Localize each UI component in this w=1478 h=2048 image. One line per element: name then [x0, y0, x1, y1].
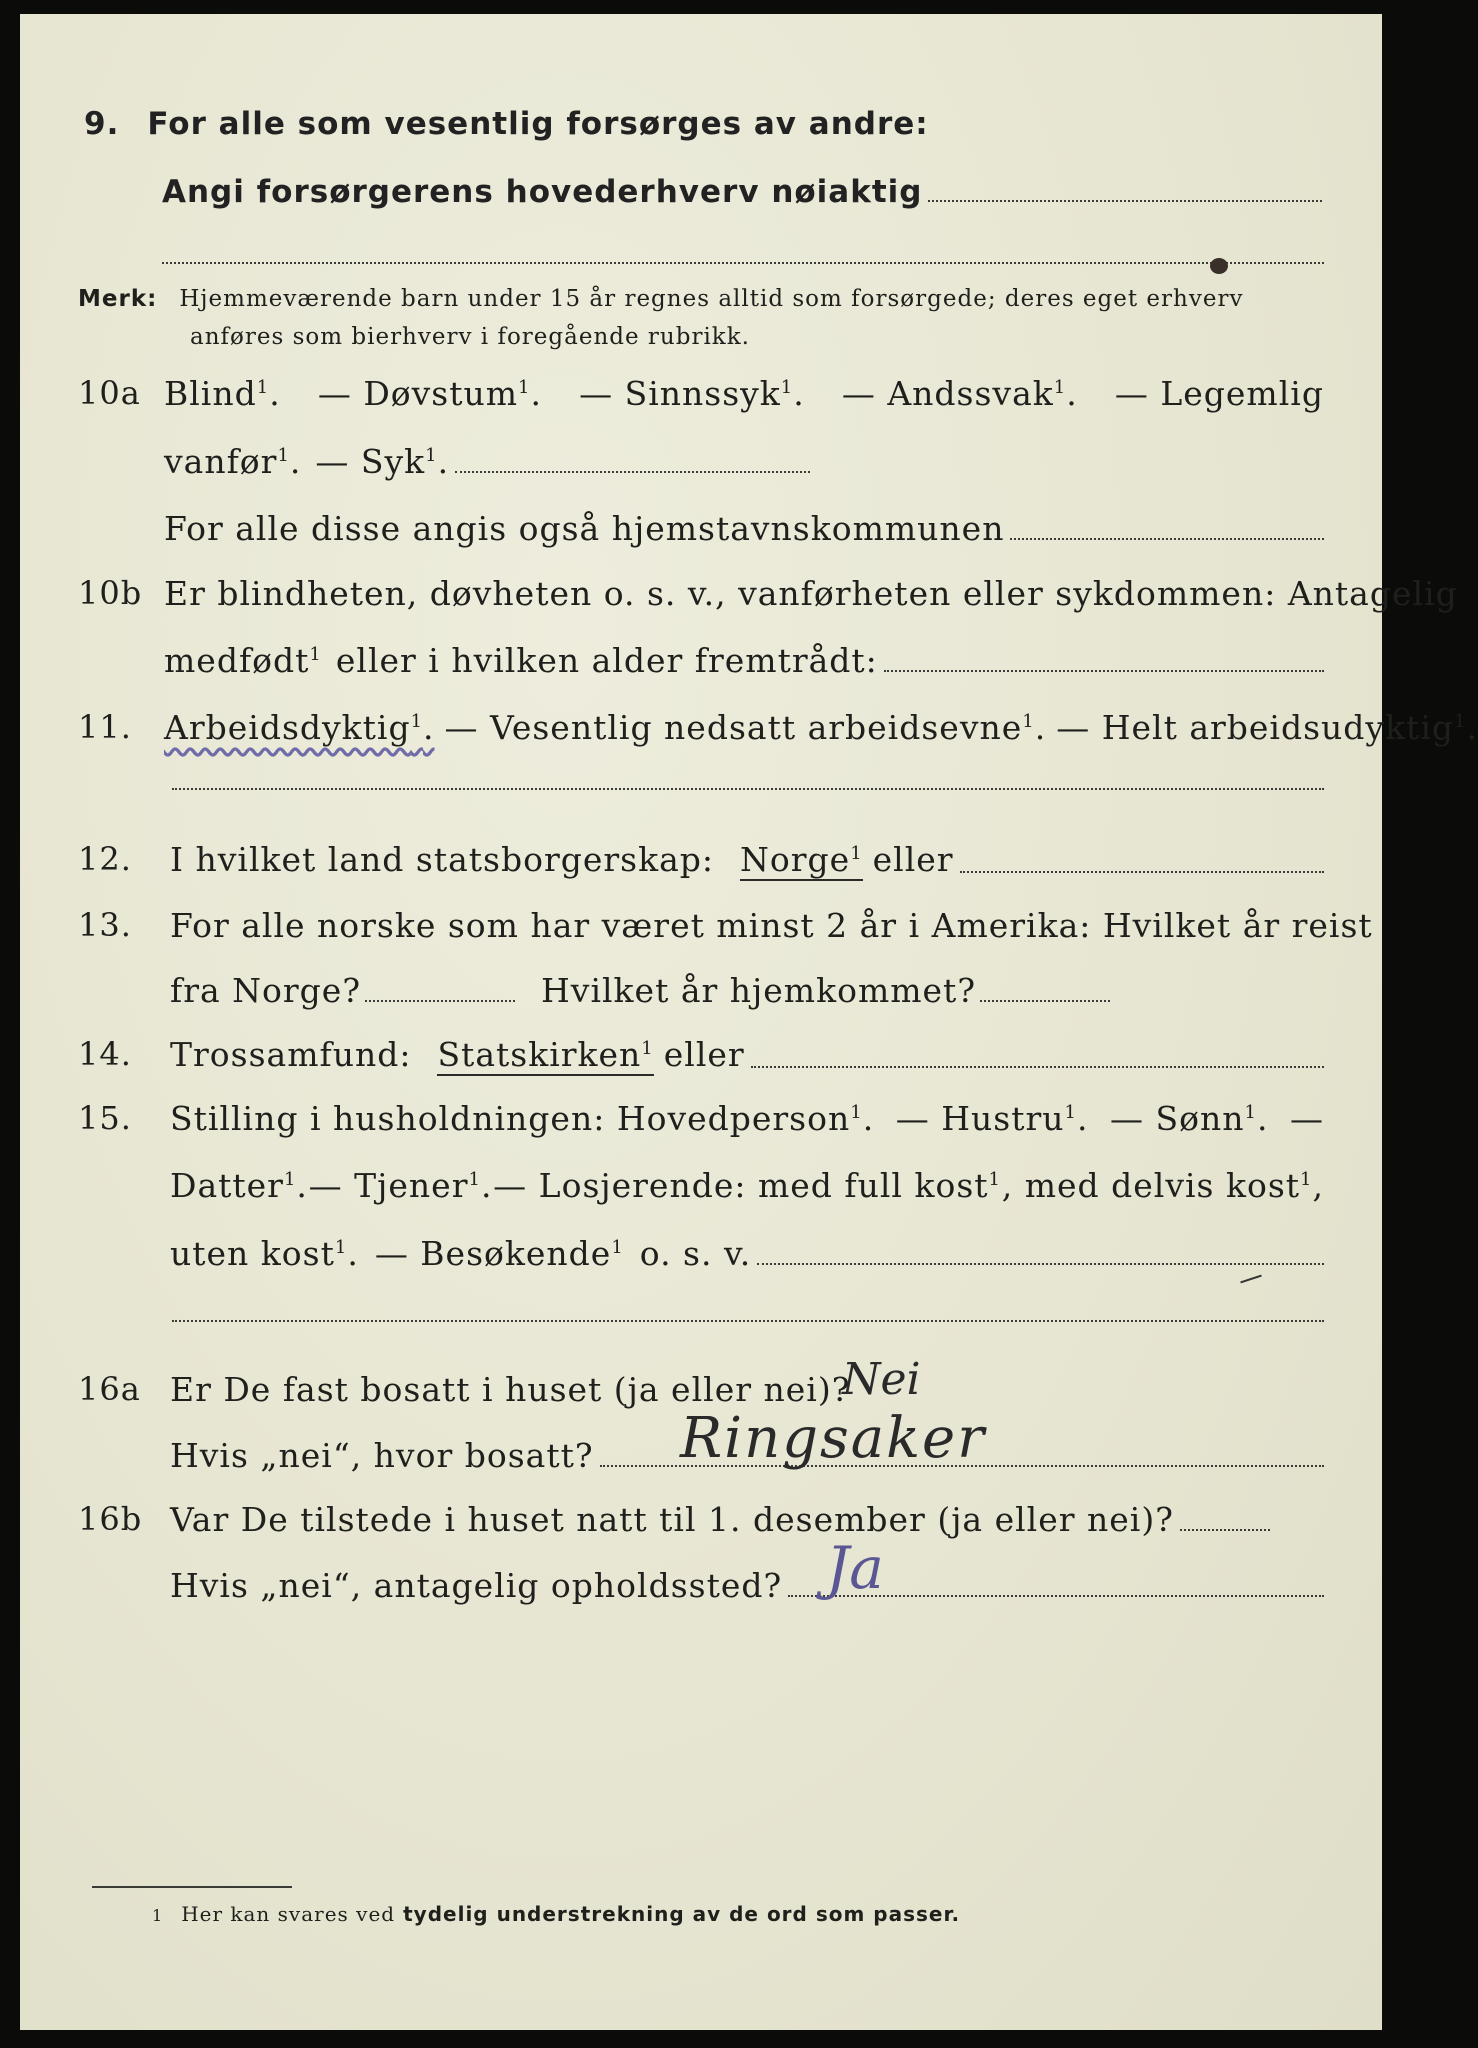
statsborgerskap-field[interactable]	[960, 871, 1324, 873]
opholdssted-answer[interactable]: Ja	[826, 1534, 884, 1602]
opt-sonn[interactable]: — Sønn$^1$.	[1110, 1099, 1269, 1138]
opt-medfodt[interactable]: medfødt$^1$	[164, 641, 322, 680]
q10b-question: Er blindheten, døvheten o. s. v., vanførheten eller sykdommen: Antagelig	[164, 574, 1458, 613]
opt-tjener[interactable]: — Tjener$^1$.	[308, 1166, 493, 1205]
reist-field[interactable]	[365, 1000, 515, 1002]
opt-udyktig[interactable]: — Helt arbeidsudyktig$^1$.	[1056, 708, 1478, 747]
tilstede-field[interactable]	[1180, 1529, 1270, 1531]
q14-number: 14.	[78, 1035, 132, 1073]
q13-number: 13.	[78, 906, 132, 944]
opt-besokende[interactable]: — Besøkende$^1$	[374, 1234, 624, 1273]
q10b-number: 10b	[78, 574, 143, 612]
opt-uten-kost[interactable]: uten kost$^1$.	[170, 1234, 359, 1273]
q15-line2	[170, 1166, 1324, 1205]
q10a-line1	[164, 374, 1324, 413]
q10a-number: 10a	[78, 374, 141, 412]
reist-label: fra Norge?	[170, 971, 362, 1010]
q15-number: 15.	[78, 1099, 132, 1137]
hjemstavn-label: For alle disse angis også hjemstavnskommunen	[164, 509, 1005, 548]
q14-eller: eller	[663, 1035, 745, 1074]
q15-line3	[170, 1234, 1324, 1273]
q12-line1	[170, 840, 1324, 881]
opt-andssvak[interactable]: — Andssvak$^1$.	[841, 374, 1078, 413]
opholdssted-label: Hvis „nei“, antagelig opholdssted?	[170, 1566, 783, 1605]
q13-question: For alle norske som har været minst 2 år i Amerika: Hvilket år reist	[170, 906, 1373, 945]
hjemstavn-field[interactable]	[1010, 538, 1324, 540]
q16b-line2	[170, 1566, 1324, 1605]
note-text-1: Hjemmeværende barn under 15 år regnes alltid som forsørgede; deres eget erhverv	[179, 286, 1244, 312]
opt-hovedperson[interactable]: Stilling i husholdningen: Hovedperson$^1$.	[170, 1099, 875, 1138]
q12-number: 12.	[78, 840, 132, 878]
q13-line2	[170, 971, 1116, 1010]
q13-line1	[170, 906, 1373, 945]
q10b-line1	[164, 574, 1458, 613]
q12-question: I hvilket land statsborgerskap:	[170, 840, 715, 879]
census-form-page	[20, 14, 1478, 2030]
q9-heading: For alle som vesentlig forsørges av andre:	[147, 106, 929, 142]
footnote-text: Her kan svares ved	[181, 1902, 396, 1926]
hjemkommet-label: Hvilket år hjemkommet?	[541, 971, 977, 1010]
opt-full-kost[interactable]: — Losjerende: med full kost$^1$	[493, 1166, 1001, 1205]
opt-nedsatt[interactable]: — Vesentlig nedsatt arbeidsevne$^1$.	[444, 708, 1047, 747]
opt-delvis-kost[interactable]: , med delvis kost$^1$,	[1001, 1166, 1324, 1205]
tilstede-question: Var De tilstede i huset natt til 1. desember (ja eller nei)?	[170, 1500, 1174, 1539]
q15-dash: —	[1289, 1099, 1324, 1138]
opt-vanfor[interactable]: vanfør$^1$.	[164, 442, 302, 481]
opt-norge[interactable]: Norge$^1$	[740, 840, 863, 879]
q10a-line2	[164, 442, 810, 481]
footnote-rule	[92, 1886, 292, 1888]
opt-statskirken[interactable]: Statskirken$^1$	[437, 1035, 654, 1074]
q16a-number: 16a	[78, 1370, 141, 1408]
bosatt-question: Er De fast bosatt i huset (ja eller nei)?	[170, 1370, 851, 1409]
footnote-mark: 1	[152, 1906, 164, 1925]
q9-occupation-field[interactable]	[928, 200, 1322, 202]
note-label: Merk:	[78, 286, 158, 312]
hvor-bosatt-answer[interactable]: Ringsaker	[680, 1406, 986, 1471]
q15-extra-line[interactable]	[172, 1320, 1324, 1322]
q11-extra-line[interactable]	[172, 788, 1324, 790]
q16b-line1	[170, 1500, 1270, 1539]
alder-label: eller i hvilken alder fremtrådt:	[335, 641, 878, 680]
ink-spot	[1210, 258, 1228, 274]
q9-occupation-label: Angi forsørgerens hovederhverv nøiaktig	[162, 174, 923, 210]
q16a-line1	[170, 1370, 850, 1409]
q15-line1	[170, 1099, 1324, 1138]
opt-datter[interactable]: Datter$^1$.	[170, 1166, 308, 1205]
q11-line1	[164, 708, 1478, 747]
q11-number: 11.	[78, 708, 132, 746]
hjemkommet-field[interactable]	[980, 1000, 1110, 1002]
q10b-line2	[164, 641, 1324, 680]
opt-blind[interactable]: Blind$^1$.	[164, 374, 281, 413]
q16b-number: 16b	[78, 1500, 143, 1538]
q9-number: 9.	[84, 106, 120, 142]
footnote	[152, 1902, 960, 1926]
q9-line2	[162, 174, 1322, 210]
opt-legemlig[interactable]: — Legemlig	[1114, 374, 1324, 413]
pencil-tick	[1240, 1275, 1262, 1284]
note-text-2: anføres som bierhverv i foregående rubrikk.	[190, 324, 750, 350]
opt-dovstum[interactable]: — Døvstum$^1$.	[317, 374, 542, 413]
q10a-syk-field[interactable]	[455, 471, 810, 473]
q15-osv: o. s. v.	[639, 1234, 752, 1273]
note-line1	[78, 286, 1243, 312]
q9-extra-line[interactable]	[162, 262, 1324, 264]
note-line2	[190, 324, 750, 350]
bosatt-answer[interactable]: Nei	[842, 1354, 921, 1405]
footnote-bold: tydelig understrekning av de ord som passer.	[403, 1902, 961, 1926]
q9-line1	[84, 106, 929, 142]
q10a-line3	[164, 509, 1324, 548]
opt-hustru[interactable]: — Hustru$^1$.	[895, 1099, 1089, 1138]
trossamfund-field[interactable]	[751, 1066, 1324, 1068]
opt-syk[interactable]: — Syk$^1$.	[315, 442, 450, 481]
trossamfund-label: Trossamfund:	[170, 1035, 412, 1074]
hvor-bosatt-label: Hvis „nei“, hvor bosatt?	[170, 1436, 594, 1475]
alder-field[interactable]	[884, 670, 1324, 672]
q14-line1	[170, 1035, 1324, 1076]
stilling-field[interactable]	[757, 1263, 1324, 1265]
q12-eller: eller	[872, 840, 954, 879]
opt-sinnssyk[interactable]: — Sinnssyk$^1$.	[579, 374, 805, 413]
opt-arbeidsdyktig[interactable]: Arbeidsdyktig$^1$.	[164, 708, 435, 747]
